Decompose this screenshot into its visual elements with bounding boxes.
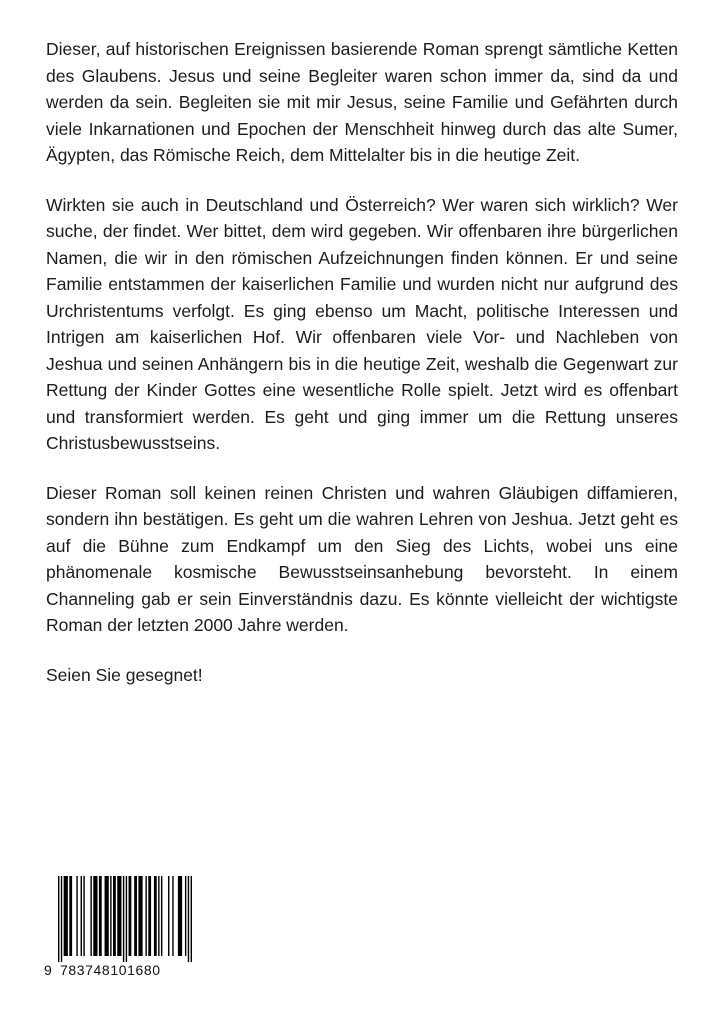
- barcode-bar: [93, 876, 97, 956]
- barcode-bar: [117, 876, 121, 956]
- barcode-bar: [110, 876, 111, 956]
- barcode-bar: [129, 876, 132, 956]
- barcode-guard-bar: [58, 876, 59, 962]
- barcode-bar: [138, 876, 142, 956]
- barcode-bar: [76, 876, 77, 956]
- isbn-lead-digit: 9: [44, 962, 52, 978]
- barcode-bar: [134, 876, 137, 956]
- barcode-bar: [158, 876, 159, 956]
- barcode-guard-bar: [61, 876, 62, 962]
- barcode-bar: [145, 876, 146, 956]
- barcode-bar: [154, 876, 157, 956]
- barcode-bar: [178, 876, 182, 956]
- barcode-bar: [83, 876, 84, 956]
- barcode-bar: [64, 876, 68, 956]
- barcode-bar: [69, 876, 72, 956]
- back-cover-text: [46, 36, 678, 688]
- barcode-bars: [58, 876, 192, 962]
- barcode-guard-bar: [123, 876, 124, 962]
- barcode-bar: [148, 876, 151, 956]
- blurb-paragraph-2: Wirkten sie auch in Deutschland und Österreich? Wer waren sich wirklich? Wer suche, der findet. Wer bittet, dem wird gegeben. Wir offenbaren ihre bürgerlichen Namen, die wir in den römischen Aufzeichnungen finden können. Er und seine Familie entstammen der kaiserlichen Familie und wurden nicht nur aufgrund des Urchristentums verfolgt. Es ging ebenso um Macht, politische Interessen und Intrigen am kaiserlichen Hof. Wir offenbaren viele Vor- und Nachleben von Jeshua und seinen Anhängern bis in die heutige Zeit, weshalb die Gegenwart zur Rettung der Kinder Gottes eine wesentliche Rolle spielt. Jetzt wird es offenbart und transformiert werden. Es geht und ging immer um die Rettung unseres Christusbewusstseins.: [46, 194, 678, 453]
- barcode-bar: [161, 876, 162, 956]
- blurb-paragraph-3: Dieser Roman soll keinen reinen Christen und wahren Gläubigen diffamieren, sondern ihn bestätigen. Es geht um die wahren Lehren von Jeshua. Jetzt geht es auf die Bühne zum Endkampf um den Sieg des Lichts, wobei uns eine phänomenale kosmische Bewusstseinsanhebung bevorsteht. In einem Channeling gab er sein Einverständnis dazu. Es könnte vielleicht der wichtigste Roman der letzten 2000 Jahre werden.: [46, 482, 678, 635]
- barcode-bar: [81, 876, 82, 956]
- barcode-bar: [168, 876, 169, 956]
- barcode-bar: [99, 876, 102, 956]
- barcode-guard-bar: [191, 876, 192, 962]
- barcode-bar: [105, 876, 109, 956]
- barcode-guard-bar: [188, 876, 189, 962]
- barcode-bar: [172, 876, 173, 956]
- blurb-paragraph-1: Dieser, auf historischen Ereignissen basierende Roman sprengt sämtliche Ketten des Glaubens. Jesus und seine Begleiter waren schon immer da, sind da und werden da sein. Begleiten sie mit mir Jesus, seine Familie und Gefährten durch viele Inkarnationen und Epochen der Menschheit hinweg durch das alte Sumer, Ägypten, das Römische Reich, dem Mittelalter bis in die heutige Zeit.: [46, 39, 678, 165]
- barcode-bar: [90, 876, 91, 956]
- barcode-bar: [113, 876, 116, 956]
- closing-blessing: Seien Sie gesegnet!: [46, 664, 203, 685]
- barcode-bar: [185, 876, 186, 956]
- isbn-barcode: [44, 872, 194, 984]
- barcode-guard-bar: [126, 876, 127, 962]
- isbn-digits: 783748101680: [60, 962, 161, 978]
